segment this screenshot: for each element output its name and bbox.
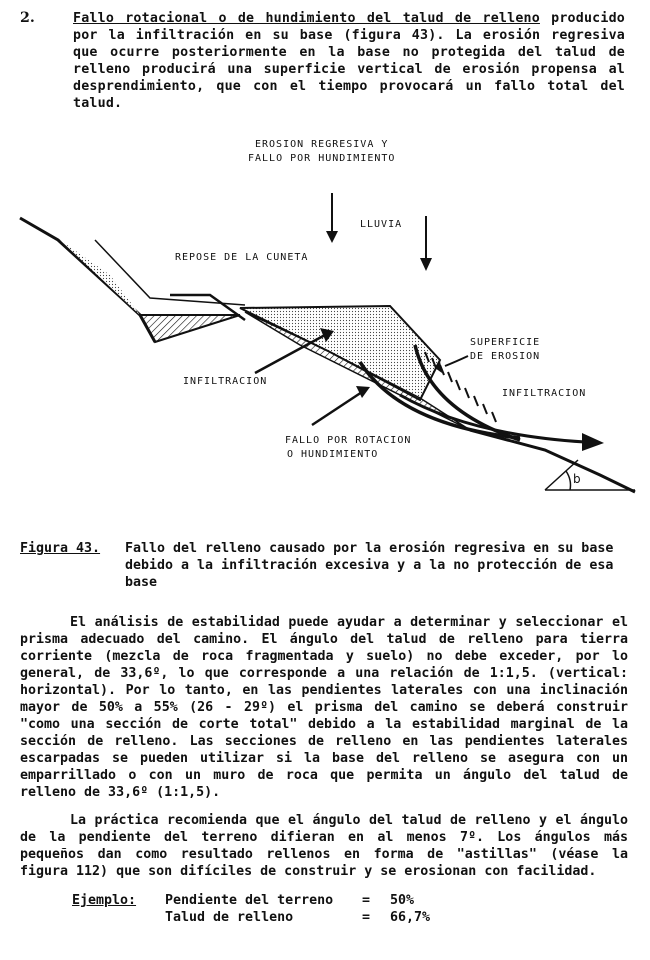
section-paragraph: [73, 10, 625, 112]
label-fallo-2: O HUNDIMIENTO: [287, 449, 379, 460]
example-key: Pendiente del terreno: [165, 893, 334, 908]
paragraph-2-text: La práctica recomienda que el ángulo del talud de relleno y el ángulo de la pendiente del terreno difieran en al menos 7º. Los ángulos más pequeños dan como resultado rellenos en forma de "astillas" (véase la figura 112) que son difíciles de construir y se erosionan con facilidad.: [20, 813, 628, 879]
infiltration-arrow: [400, 395, 604, 451]
label-erosion-1: EROSION REGRESIVA Y: [255, 139, 389, 150]
label-infiltracion-right: INFILTRACION: [502, 388, 587, 399]
section-title: Fallo rotacional o de hundimiento del talud de relleno: [73, 11, 540, 26]
label-superficie-2: DE EROSION: [470, 351, 541, 362]
caption-text: Fallo del relleno causado por la erosión regresiva en su base debido a la infiltración excesiva y a la no protección de esa base: [125, 541, 614, 590]
label-lluvia: LLUVIA: [360, 219, 403, 230]
example-block: [20, 892, 620, 926]
paragraph-practice: [20, 812, 628, 880]
example-row: [20, 892, 620, 909]
fill-body: [240, 306, 440, 400]
paragraph-1-text: El análisis de estabilidad puede ayudar a determinar y seleccionar el prisma adecuado del camino. El ángulo del talud de relleno para tierra corriente (mezcla de roca fragmentada y suelo) no debe exceder, por lo general, de 33,6º, lo que corresponde a una relación de 1:1,5. (vertical: horizontal). Por lo tanto, en las pendientes laterales con una inclinación mayor de 50% a 55% (26 - 29º) el prisma del camino se deberá construir "como una sección de corte total" debido a la estabilidad marginal de la sección de relleno. Las secciones de relleno en las pendientes laterales escarpadas se pueden utilizar si la base del relleno se asegura con un emparrillado o con un muro de roca que permita un ángulo del talud de relleno de 33,6º (1:1,5).: [20, 615, 628, 800]
example-key: Talud de relleno: [165, 910, 294, 925]
label-repose: REPOSE DE LA CUNETA: [175, 252, 309, 263]
example-equals: =: [362, 910, 371, 925]
example-label: Ejemplo:: [72, 893, 137, 908]
caption-label: Figura 43.: [20, 541, 101, 556]
section-number: 2.: [20, 10, 35, 26]
label-erosion-2: FALLO POR HUNDIMIENTO: [248, 153, 396, 164]
example-row: [20, 909, 620, 926]
section-text: producido por la infiltración en su base (figura 43). La erosión regresiva que ocurre posteriormente en la base no protegida del talud de relleno producirá una superficie vertical de erosión propensa al desprendimiento, que con el tiempo provocará un fallo total del talud.: [73, 11, 625, 111]
label-fallo-1: FALLO POR ROTACION: [285, 435, 412, 446]
angle-b-label: b: [573, 472, 582, 486]
example-equals: =: [362, 893, 371, 908]
figure-43-diagram: [0, 130, 650, 510]
example-value: 66,7%: [390, 910, 431, 925]
label-infiltracion-left: INFILTRACION: [183, 376, 268, 387]
upper-slope-texture: [60, 240, 140, 315]
label-superficie-1: SUPERFICIE: [470, 337, 541, 348]
example-value: 50%: [390, 893, 415, 908]
rain-arrow-right: [420, 216, 432, 271]
ditch-section: [140, 315, 240, 342]
original-ground-line: [20, 218, 155, 342]
rain-arrow-left: [326, 193, 338, 243]
slope-failure-illustration: [0, 130, 650, 510]
paragraph-stability: [20, 614, 628, 801]
arrow-fallo: [312, 386, 370, 425]
